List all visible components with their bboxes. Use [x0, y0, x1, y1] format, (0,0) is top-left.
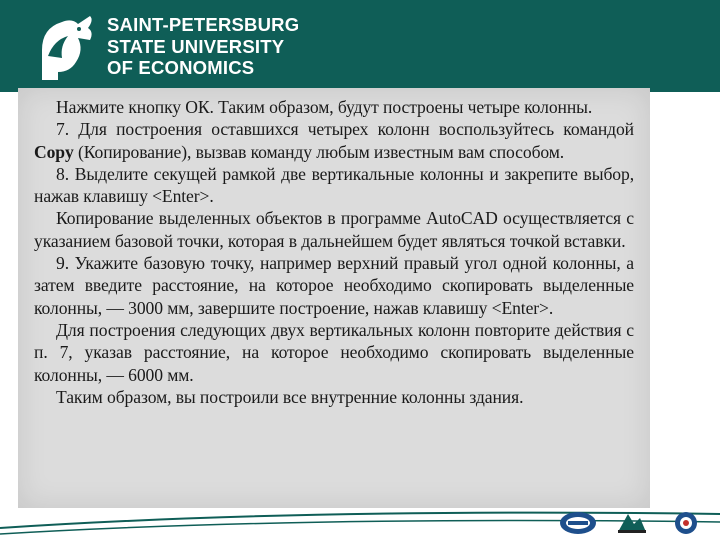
griffin-logo-icon [32, 10, 98, 84]
finec-logo-icon [610, 510, 654, 536]
partner-logo-icon [556, 510, 600, 536]
header-banner [0, 0, 720, 92]
paragraph: Нажмите кнопку ОК. Таким образом, будут построены четыре колонны. [56, 97, 593, 117]
paragraph: 7. Для построения оставшихся четырех колонн воспользуйтесь командой Copy (Копирование), вызвав команду любым известным вам способом. [34, 119, 634, 162]
paragraph: 9. Укажите базовую точку, например верхний правый угол одной колонны, а затем введите расстояние, на которое необходимо скопировать выделенные колонны, — 3000 мм, завершите построение, нажав клавишу <Enter>. [34, 253, 634, 318]
university-name-line: SAINT-PETERSBURG [107, 14, 300, 35]
university-name-line: STATE UNIVERSITY [107, 35, 285, 57]
paragraph: Копирование выделенных объектов в программе AutoCAD осуществляется с указанием базовой точки, которая в дальнейшем будет являться точкой вставки. [34, 208, 634, 251]
document-text [34, 96, 634, 408]
paragraph: 8. Выделите секущей рамкой две вертикальные колонны и закрепите выбор, нажав клавишу <Enter>. [34, 163, 634, 207]
emblem-logo-icon [664, 510, 708, 536]
paragraph: Для построения следующих двух вертикальных колонн повторите действия с п. 7, указав расстояние, на которое необходимо скопировать выделенные колонны, — 6000 мм. [34, 319, 634, 385]
paragraph: Таким образом, вы построили все внутренние колонны здания. [56, 386, 524, 407]
university-name [107, 14, 299, 79]
command-name: Copy [34, 141, 74, 162]
footer-logos [556, 508, 708, 538]
university-name-line: OF ECONOMICS [107, 57, 255, 78]
